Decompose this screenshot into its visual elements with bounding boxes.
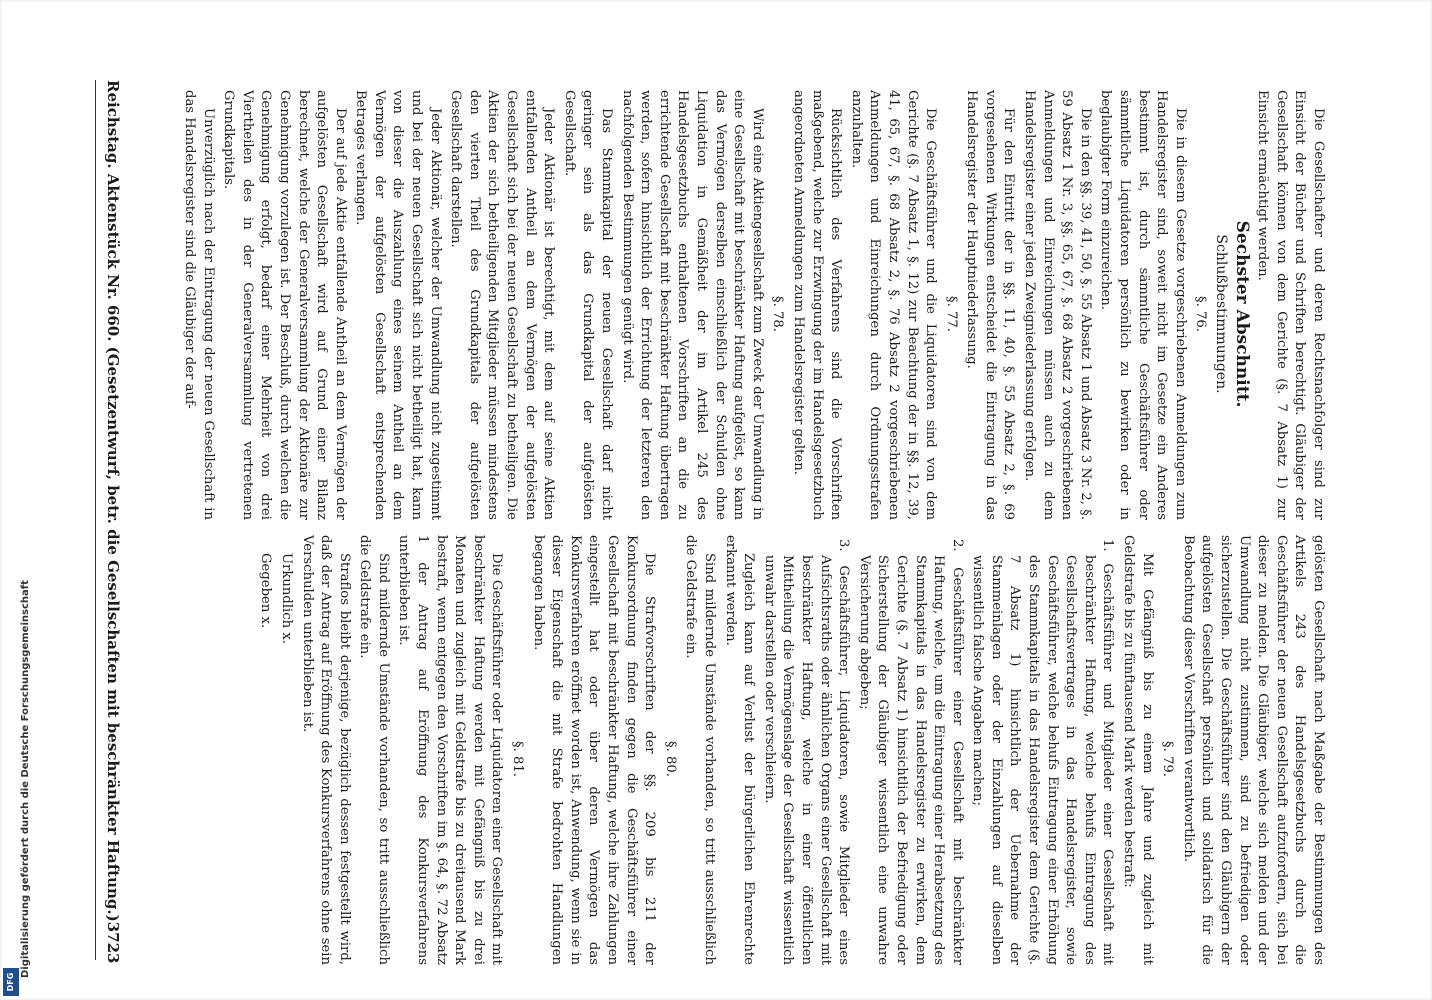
intro-paragraph: Die Gesellschafter und deren Rechtsnachfolger sind zur Einsicht der Bücher und Schriften berechtigt. Gläubiger der Gesellschaft können von dem Gerichte (§. 7 Absatz 1) zur Einsicht ermächtigt werden. xyxy=(1255,90,1326,520)
digitization-credit-text: Digitalisierung gefördert durch die Deutsche Forschungsgemeinschaft xyxy=(20,580,31,978)
left-column xyxy=(87,90,1327,520)
section-title: Sechster Abschnitt. xyxy=(1231,220,1252,408)
paragraph-text: Die in den §§. 39, 41, 50, §. 55 Absatz 1 und Absatz 3 Nr. 2, §. 59 Absatz 1 Nr. 3, §§. 65, 67, §. 68 Absatz 2 vorgeschriebenen Anmeldungen und Einreichungen müssen auch zu dem Handelsregister einer jeden Zweigniederlassung erfolgen. xyxy=(1022,90,1093,520)
paragraph-text: Sind mildernde Umstände vorhanden, so tritt ausschließlich die Geldstrafe ein. xyxy=(357,535,391,965)
paragraph-text: Rücksichtlich des Verfahrens sind die Vorschriften maßgebend, welche zur Erzwingung der im Handelsgesetzbuch angeordneten Anmeldungen zum Handelsregister gelten. xyxy=(790,90,844,520)
paragraph-78-heading: §. 78. xyxy=(770,296,786,332)
paragraph-76-heading: §. 76. xyxy=(1193,296,1209,332)
paragraph-text: Die in diesem Gesetze vorgeschriebenen Anmeldungen zum Handelsregister sind, soweit nicht im Gesetze ein Anderes bestimmt ist, durch sämmtliche Geschäftsführer oder sämmtliche Liquidatoren persönlich zu bewirken oder in beglaubigter Form einzureichen. xyxy=(1098,90,1188,520)
paragraph-77-heading: §. 77. xyxy=(943,296,959,332)
paragraph-text: Jeder Aktionär ist berechtigt, mit dem auf seine Aktien entfallenden Antheil an dem Vermögen der aufgelösten Gesellschaft sich bei der neuen Gesellschaft zu betheiligen. Die Aktien der sich betheiligenden Mitglieder müssen mindestens den vierten Theil des Grundkapitals der aufgelösten Gesellschaft darstellen. xyxy=(448,90,557,520)
paragraph-text: Unverzüglich nach der Eintragung der neuen Gesellschaft in das Handelsregister sind die Gläubiger der auf- xyxy=(181,90,216,520)
dfg-logo-icon xyxy=(3,968,19,996)
paragraph-text: Das Stammkapital der neuen Gesellschaft darf nicht geringer sein als das Grundkapital der aufgelösten Gesellschaft. xyxy=(561,90,615,520)
paragraph-text: Die Geschäftsführer oder Liquidatoren einer Gesellschaft mit beschränkter Haftung werden mit Gefängniß bis zu drei Monaten und zugleich mit Geldstrafe bis zu dreitausend Mark bestraft, wenn entgegen den Vorschriften im §. 64, §. 72 Absatz 1 der Antrag auf Eröffnung des Konkursverfahrens unterblieben ist. xyxy=(396,535,505,965)
paragraph-text: Sind mildernde Umstände vorhanden, so tritt ausschließlich die Geldstrafe ein. xyxy=(683,535,717,965)
closing-line: Urkundlich x. xyxy=(278,553,294,644)
paragraph-text: Die Strafvorschriften der §§. 209 bis 211 der Konkursordnung finden gegen die Geschäftsführer einer Gesellschaft mit beschränkter Haftung, welche ihre Zahlungen eingestellt hat oder über deren Vermögen das Konkursverfahren eröffnet worden ist, Anwendung, wenn sie in dieser Eigenschaft die mit Strafe bedrohten Handlungen begangen haben. xyxy=(530,535,658,965)
paragraph-text: Für den Eintritt der in §§. 11, 40, §. 55 Absatz 2, §. 69 vorgesehenen Wirkungen entscheidet die Eintragung in das Handelsregister der Hauptniederlassung. xyxy=(964,90,1017,520)
paragraph-79-heading: §. 79. xyxy=(1160,741,1176,777)
section-subtitle: Schlußbestimmungen. xyxy=(1213,234,1230,394)
paragraph-text: Jeder Aktionär, welcher der Umwandlung nicht zugestimmt und bei der neuen Gesellschaft sich nicht betheiligt hat, kann von dieser die Auszahlung eines seinem Antheil an dem Vermögen der aufgelösten Gesellschaft entsprechenden Betrages verlangen. xyxy=(353,90,443,520)
continued-paragraph: gelösten Gesellschaft nach Maßgabe der Bestimmungen des Artikels 243 des Handelsgesetzbuchs durch die Geschäftsführer der neuen Gesellschaft aufzufordern, sich bei dieser zu melden. Die Gläubiger, welche sich melden und der Umwandlung nicht zustimmen, sind zu befriedigen oder sicherzustellen. Die Geschäftsführer sind den Gläubigern der aufgelösten Gesellschaft persönlich und solidarisch für die Beobachtung dieser Vorschriften verantwortlich. xyxy=(1180,535,1326,965)
closing-line: Gegeben x. xyxy=(258,553,274,629)
digitization-credit xyxy=(20,28,38,978)
dfg-logo-text: DFG xyxy=(6,972,15,992)
page-number: 3723 xyxy=(104,921,122,964)
list-item: 3. Geschäftsführer, Liquidatoren, sowie Mitglieder eines Aufsichtsraths oder ähnlichen Organs einer Gesellschaft mit beschränkter Haftung, welche in einer öffentlichen Mittheilung die Vermögenslage der Gesellschaft wissentlich unwahr darstellen oder verschleiern. xyxy=(761,539,852,965)
paragraph-text: Wird eine Aktiengesellschaft zum Zweck der Umwandlung in eine Gesellschaft mit beschränkter Haftung aufgelöst, so kann das Vermögen derselben einschließlich der Schulden ohne Liquidation in Gemäßheit der im Artikel 245 des Handelsgesetzbuchs enthaltenen Vorschriften an die zu errichtende Gesellschaft mit beschränkter Haftung übertragen werden, sofern hinsichtlich der Errichtung der letzteren den nachfolgenden Bestimmungen genügt wird. xyxy=(619,90,765,520)
header-title: Reichstag. Aktenstück Nr. 660. (Gesetzentwurf, betr. die Gesellschaften mit beschränkter Haftung.) xyxy=(104,80,122,922)
list-item: 2. Geschäftsführer einer Gesellschaft mit beschränkter Haftung, welche, um die Eintragung einer Herabsetzung des Stammkapitals in das Handelsregister zu erwirken, dem Gerichte (§. 7 Absatz 1) hinsichtlich der Befriedigung oder Sicherstellung der Gläubiger wissentlich eine unwahre Versicherung abgeben; xyxy=(856,539,965,965)
paragraph-text: Zugleich kann auf Verlust der bürgerlichen Ehrenrechte erkannt werden. xyxy=(722,535,757,965)
list-item: 1. Geschäftsführer und Mitglieder einer Gesellschaft mit beschränkter Haftung, welche behufs Eintragung des Gesellschaftsvertrages in das Handelsregister, sowie Geschäftsführer, welche behufs Eintragung einer Erhöhung des Stammkapitals in das Handelsregister dem Gerichte (§. 7 Absatz 1) hinsichtlich der Uebernahme der Stammeinlagen oder der Einzahlungen auf dieselben wissentlich falsche Angaben machen; xyxy=(970,539,1116,965)
paragraph-text: Die Geschäftsführer und die Liquidatoren sind von dem Gerichte (§. 7 Absatz 1, §. 12) zur Beachtung der in §§. 12, 39, 41, 65, 67, §. 68 Absatz 2, §. 76 Absatz 2 vorgeschriebenen Anmeldungen und Einreichungen durch Ordnungsstrafen anzuhalten. xyxy=(848,90,939,520)
paragraph-80-heading: §. 80. xyxy=(662,741,678,777)
paragraph-text: Mit Gefängniß bis zu einem Jahre und zugleich mit Geldstrafe bis zu fünftausend Mark werden bestraft: xyxy=(1121,535,1155,965)
paragraph-text: Straflos bleibt derjenige, bezüglich dessen festgestellt wird, daß der Antrag auf Eröffnung des Konkursverfahrens ohne sein Verschulden unterblieben ist. xyxy=(299,535,352,965)
right-column xyxy=(87,535,1327,965)
paragraph-81-heading: §. 81. xyxy=(510,741,526,777)
paragraph-text: Der auf jede Aktie entfallende Antheil an dem Vermögen der aufgelösten Gesellschaft wird auf Grund einer Bilanz berechnet, welche der Generalversammlung der Aktionäre zur Genehmigung vorzulegen ist. Der Beschluß, durch welchen die Genehmigung erfolgt, bedarf einer Mehrheit von drei Viertheilen des in der Generalversammlung vertretenen Grundkapitals. xyxy=(221,90,348,520)
